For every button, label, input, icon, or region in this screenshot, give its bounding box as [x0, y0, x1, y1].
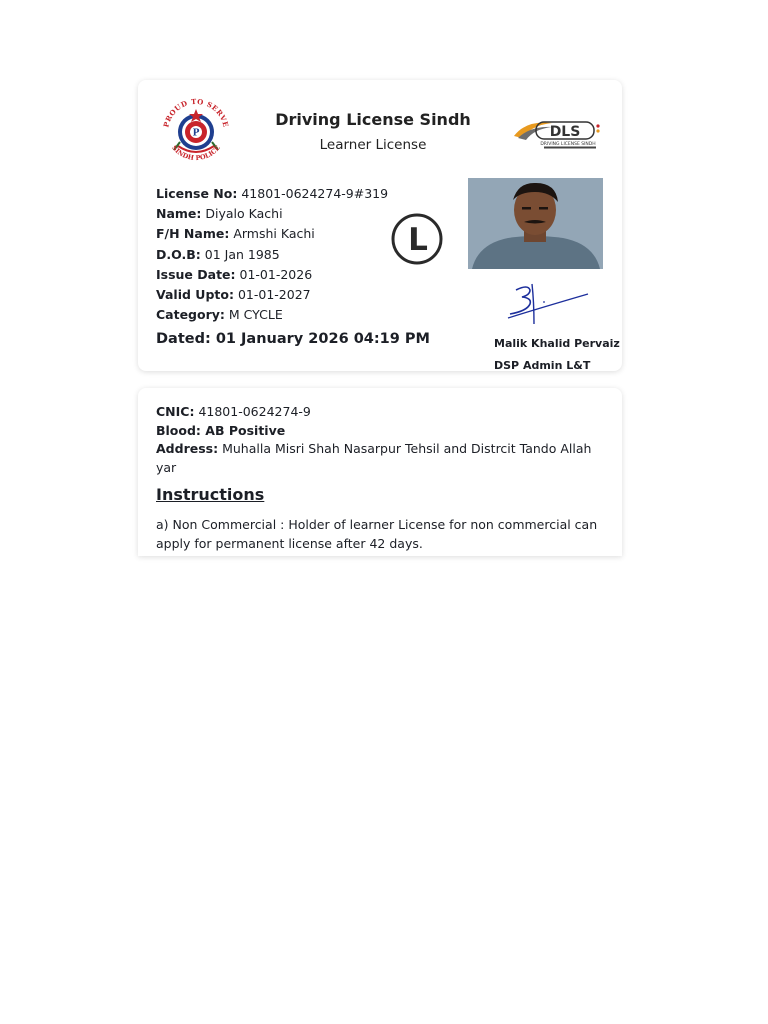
- svg-text:DLS: DLS: [549, 124, 581, 140]
- license-card-front: [138, 80, 622, 371]
- holder-photo: [468, 178, 603, 269]
- issuing-officer: [494, 333, 620, 377]
- officer-designation: DSP Admin L&T: [494, 359, 591, 372]
- category-row: Category: M CYCLE: [156, 307, 283, 323]
- address-row: Address: Muhalla Misri Shah Nasarpur Tehsil and Distrcit Tando Allah yar: [156, 441, 592, 475]
- date-of-birth: 01 Jan 1985: [204, 246, 280, 262]
- svg-text:DRIVING LICENSE SINDH: DRIVING LICENSE SINDH: [540, 142, 596, 147]
- dls-logo-icon: [512, 116, 602, 150]
- license-number-row: License No: 41801-0624274-9#319: [156, 186, 389, 201]
- svg-text:PROUD TO SERVE: PROUD TO SERVE: [161, 98, 231, 129]
- holder-name: Diyalo Kachi: [205, 206, 283, 222]
- officer-signature-icon: [500, 280, 592, 328]
- learner-l-badge-icon: [391, 213, 443, 265]
- sindh-police-logo-icon: [160, 98, 232, 166]
- license-category: M CYCLE: [228, 307, 283, 323]
- address: Muhalla Misri Shah Nasarpur Tehsil and Distrcit Tando Allah yar: [156, 441, 592, 475]
- issue-date: 01-01-2026: [239, 266, 313, 282]
- svg-text:P: P: [192, 128, 200, 139]
- license-type-subtitle: Learner License: [319, 137, 427, 153]
- dob-row: D.O.B: 01 Jan 1985: [156, 246, 280, 262]
- license-details: [156, 184, 388, 325]
- cnic-number: 41801-0624274-9: [198, 404, 311, 419]
- cnic-row: CNIC: 41801-0624274-9: [156, 404, 311, 419]
- svg-text:SINDH POLICE: SINDH POLICE: [170, 143, 222, 163]
- holder-extra-details: [156, 403, 606, 477]
- license-card-back: [138, 388, 622, 556]
- issue-date-row: Issue Date: 01-01-2026: [156, 266, 313, 282]
- license-authority-title: Driving License Sindh: [275, 110, 471, 129]
- dated-timestamp: Dated: 01 January 2026 04:19 PM: [156, 331, 430, 347]
- valid-upto: 01-01-2027: [237, 287, 311, 303]
- name-row: Name: Diyalo Kachi: [156, 206, 283, 222]
- blood-group: Blood: AB Positive: [156, 422, 286, 438]
- officer-name: Malik Khalid Pervaiz: [494, 337, 620, 350]
- instructions-heading: Instructions: [156, 485, 265, 504]
- fh-name-row: F/H Name: Armshi Kachi: [156, 226, 315, 242]
- svg-text:L: L: [408, 222, 428, 258]
- valid-upto-row: Valid Upto: 01-01-2027: [156, 287, 311, 303]
- license-number: 41801-0624274-9#319: [241, 186, 389, 201]
- father-husband-name: Armshi Kachi: [233, 226, 315, 242]
- instruction-item: a) Non Commercial : Holder of learner License for non commercial can apply for permanent license after 42 days.: [156, 517, 598, 551]
